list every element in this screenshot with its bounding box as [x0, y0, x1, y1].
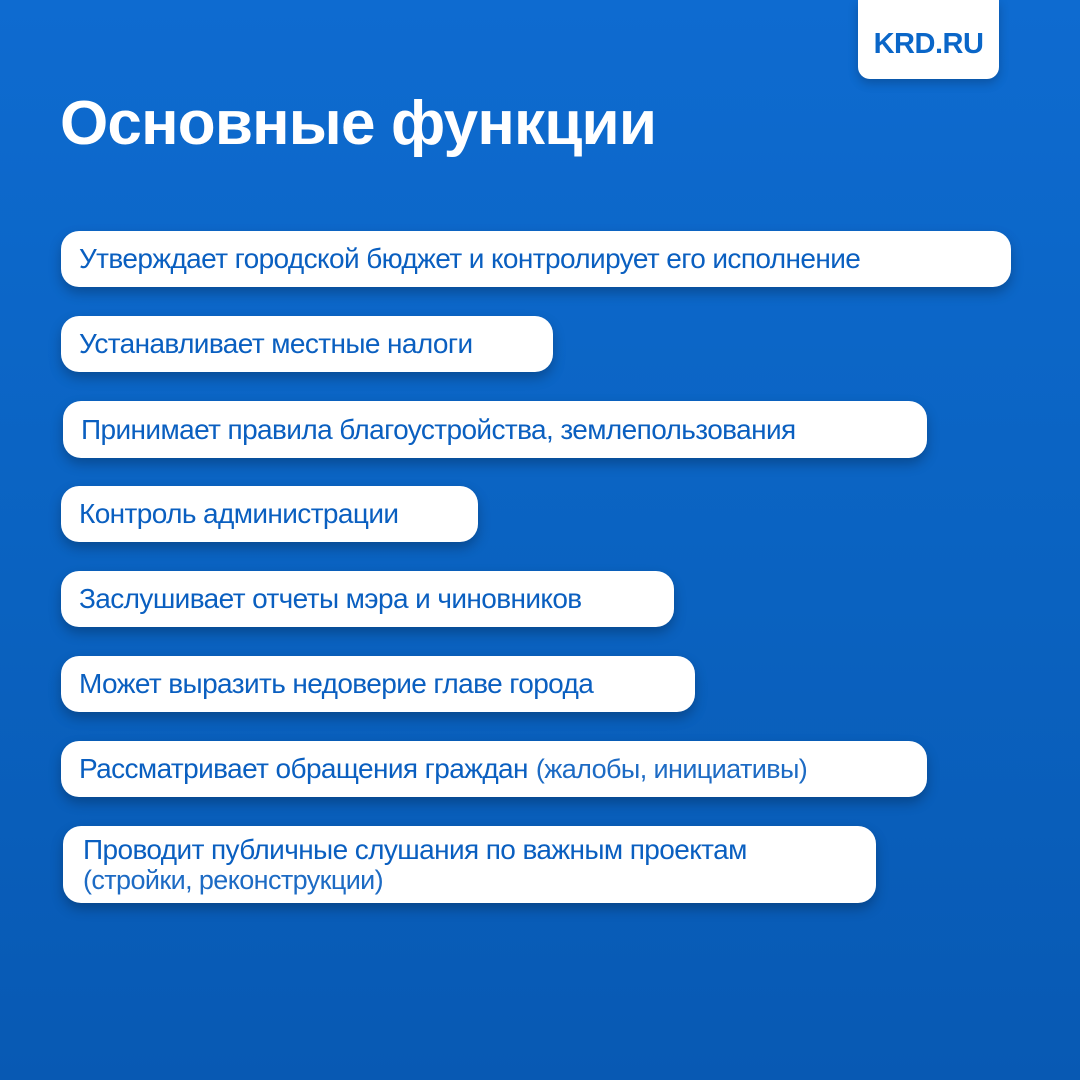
page-title: Основные функции: [60, 89, 657, 158]
function-text: Устанавливает местные налоги: [79, 328, 473, 359]
function-item-admin-control: [61, 486, 478, 542]
brand-logo-badge: [858, 0, 999, 79]
function-text: Принимает правила благоустройства, землепользования: [81, 413, 796, 445]
function-text: Может выразить недоверие главе города: [79, 668, 594, 699]
function-item-public-hearings: [63, 826, 876, 903]
function-note: (стройки, реконструкции): [83, 864, 384, 895]
brand-logo-text: KRD.RU: [873, 28, 984, 60]
function-text: Контроль администрации: [79, 498, 399, 529]
function-item-citizen-appeals: [61, 741, 927, 797]
function-item-rules: [63, 401, 927, 458]
function-text: Утверждает городской бюджет и контролирует его исполнение: [79, 243, 861, 274]
function-item-no-confidence: [61, 656, 695, 712]
function-text: Проводит публичные слушания по важным проектам: [83, 833, 747, 865]
function-text: Заслушивает отчеты мэра и чиновников: [79, 583, 582, 614]
function-item-taxes: [61, 316, 553, 372]
function-note: (жалобы, инициативы): [535, 753, 808, 784]
function-item-budget: [61, 231, 1011, 287]
function-item-reports: [61, 571, 674, 627]
function-text: Рассматривает обращения граждан: [79, 753, 528, 784]
